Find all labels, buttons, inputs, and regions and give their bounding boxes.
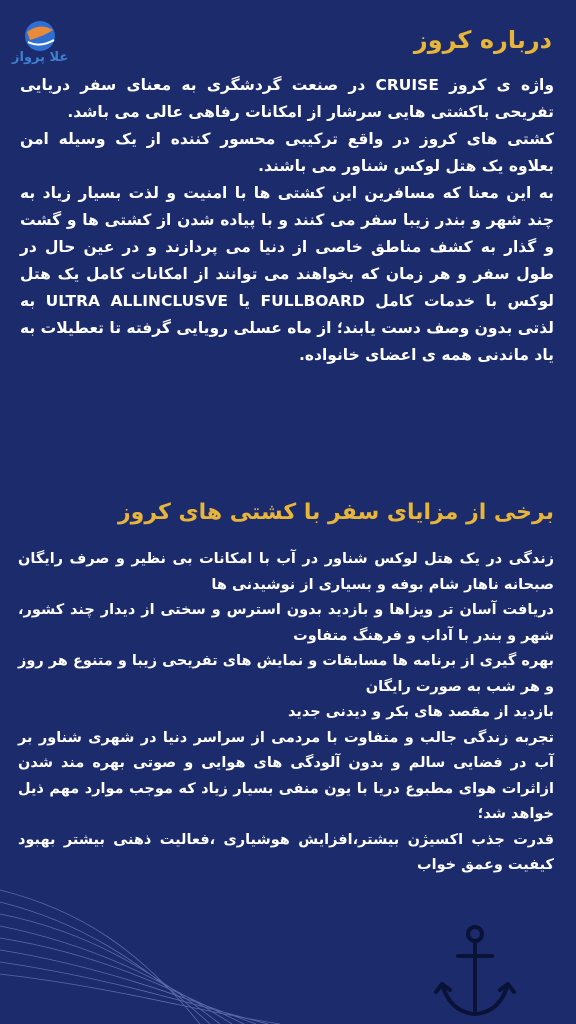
list-item: بهره گیری از برنامه ها مسابقات و نمایش های تفریحی زیبا و متنوع هر روز و هر شب به صورت رایگان bbox=[18, 653, 554, 695]
logo-text: علا پرواز bbox=[12, 50, 69, 65]
section-title-about-cruise: درباره کروز bbox=[413, 26, 552, 54]
list-item: قدرت جذب اکسیژن بیشتر،افزایش هوشیاری ،فعالیت ذهنی بیشتر بهبود کیفیت وعمق خواب bbox=[18, 831, 554, 873]
paragraph: کشتی های کروز در واقع ترکیبی محسور کننده از یک وسیله امن بعلاوه یک هتل لوکس شناور می باشند. bbox=[20, 130, 554, 175]
about-cruise-text bbox=[20, 72, 554, 369]
list-item: زندگی در یک هتل لوکس شناور در آب با امکانات بی نظیر و صرف رایگان صبحانه ناهار شام بوفه و بسیاری از نوشیدنی ها bbox=[18, 551, 554, 593]
benefits-list bbox=[18, 547, 554, 879]
anchor-icon bbox=[430, 920, 520, 1024]
section-title-benefits: برخی از مزایای سفر با کشتی های کروز bbox=[117, 500, 554, 525]
list-item: تجربه زندگی جالب و متفاوت با مردمی از سراسر دنیا در شهری شناور بر آب در فضایی سالم و بدون آلودگی های هوایی و صوتی بهره مند شدن ازاثرات هوای مطبوع دریا با یون منفی بسیار زیاد که موجب موارد مهم ذیل خواهد شد؛ bbox=[18, 729, 554, 822]
globe-logo-icon bbox=[10, 14, 70, 74]
paragraph: واژه ی کروز CRUISE در صنعت گردشگری به معنای سفر دریایی تفریحی باکشتی هایی سرشار از امکانات رفاهی عالی می باشد. bbox=[20, 76, 554, 121]
list-item: دریافت آسان تر ویزاها و بازدید بدون استرس و سختی از دیدار چند کشور، شهر و بندر با آداب و فرهنگ متفاوت bbox=[18, 602, 554, 644]
paragraph: به این معنا که مسافرین این کشتی ها با امنیت و لذت بسیار زیاد به چند شهر و بندر زیبا سفر می کنند و با پیاده شدن از کشتی ها و گشت و گذار به کشف مناطق خاصی از دنیا می پردازند و در عین حال در طول سفر و هر زمان که بخواهند می توانند از امکانات کامل یک هتل لوکس با خدمات کامل FULLBOARD یا ULTRA ALLINCLUSVE به لذتی بدون وصف دست یابند؛ از ماه عسلی رویایی گرفته تا تعطیلات به یاد ماندنی همه ی اعضای خانواده. bbox=[20, 184, 555, 364]
list-item: بازدید از مقصد های بکر و دیدنی جدید bbox=[288, 704, 554, 720]
